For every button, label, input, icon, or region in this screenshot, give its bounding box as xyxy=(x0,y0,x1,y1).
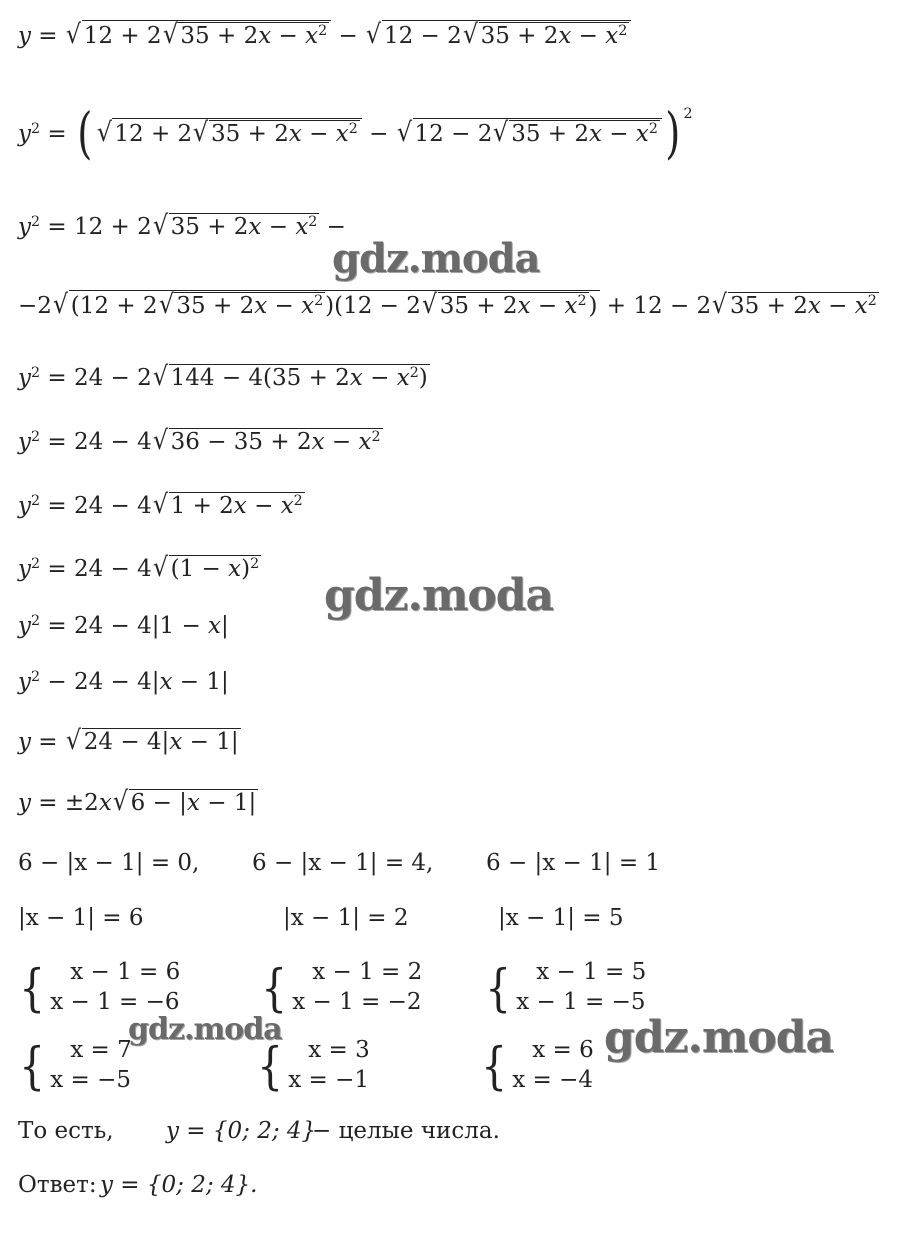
brace-icon: { xyxy=(257,1035,283,1095)
watermark: gdz.moda xyxy=(332,235,540,282)
brace-icon: { xyxy=(19,1035,45,1095)
conclusion-label: То есть, xyxy=(18,1118,114,1144)
formula-line-5: $y^2 = 24 - 2√$ $144 - 4(35 + 2x - x^2)$ xyxy=(18,361,428,392)
equation-2: 6 − |x − 1| = 4, xyxy=(252,850,434,876)
system-row: x − 1 = −6 xyxy=(50,988,180,1015)
abs-equation-3: |x − 1| = 5 xyxy=(498,905,624,931)
formula-line-9: $y^2 = 24 - 4|1 - x|$ xyxy=(18,613,229,639)
formula-line-10: $y^2 - 24 - 4|x - 1|$ xyxy=(18,669,229,695)
watermark: gdz.moda xyxy=(128,1012,282,1047)
system-row: x − 1 = 5 xyxy=(536,959,647,985)
equation-1: 6 − |x − 1| = 0, xyxy=(18,850,200,876)
brace-icon: { xyxy=(261,957,287,1017)
conclusion-formula: y = {0; 2; 4} xyxy=(166,1118,317,1144)
system-row: x − 1 = 6 xyxy=(70,959,181,985)
system-1a xyxy=(16,958,180,1018)
answer-label: Ответ: xyxy=(18,1172,97,1198)
formula-line-3: $y^2 = 12 + 2√$ $35 + 2x - x^2$ − xyxy=(18,210,346,241)
abs-equation-2: |x − 1| = 2 xyxy=(283,905,409,931)
formula-line-2: $y^2$ = ( √ 12 + 2√ $35 + 2x - x^2$ − √ 12 − 2√ $35 + 2x - x^2$ ) $^2$ xyxy=(18,102,693,166)
abs-equation-1: |x − 1| = 6 xyxy=(18,905,144,931)
brace-icon: { xyxy=(485,957,511,1017)
formula-line-4: −2√ (12 + 2√ $35 + 2x - x^2)(12 - 2√$ $35 + 2x - x^2) + 12 - 2√$ $35 + 2x - x^2$ xyxy=(18,289,877,320)
system-1c xyxy=(482,958,646,1018)
equation-3: 6 − |x − 1| = 1 xyxy=(486,850,661,876)
conclusion-text: − целые числа. xyxy=(312,1118,500,1144)
watermark: gdz.moda xyxy=(604,1012,834,1063)
system-1b xyxy=(258,958,422,1018)
answer-formula: y = {0; 2; 4}. xyxy=(100,1172,258,1198)
system-2c xyxy=(478,1036,594,1096)
system-row: x = −1 xyxy=(288,1066,369,1093)
system-row: x = 3 xyxy=(308,1037,370,1063)
watermark: gdz.moda xyxy=(324,570,554,621)
system-row: x − 1 = −2 xyxy=(292,988,422,1015)
system-row: x − 1 = 2 xyxy=(312,959,423,985)
system-row: x = 6 xyxy=(532,1037,594,1063)
system-row: x = −5 xyxy=(50,1066,131,1093)
formula-line-1: y = √ 12 + 2√ $35 + 2x - x^2$ − √ 12 − 2√ $35 + 2x - x^2$ xyxy=(18,20,631,49)
formula-line-8: $y^2 = 24 - 4√$ $(1 - x)^2$ xyxy=(18,552,260,583)
formula-line-12: y = ±2x√ 6 − |x − 1| xyxy=(18,786,257,817)
system-2a xyxy=(16,1036,132,1096)
system-row: x = 7 xyxy=(70,1037,132,1063)
brace-icon: { xyxy=(481,1035,507,1095)
system-row: x = −4 xyxy=(512,1066,593,1093)
system-row: x − 1 = −5 xyxy=(516,988,646,1015)
formula-line-6: $y^2 = 24 - 4√$ $36 - 35 + 2x - x^2$ xyxy=(18,425,381,456)
brace-icon: { xyxy=(19,957,45,1017)
formula-line-7: $y^2 = 24 - 4√$ $1 + 2x - x^2$ xyxy=(18,489,303,520)
formula-line-11: y = √ 24 − 4|x − 1| xyxy=(18,725,239,756)
